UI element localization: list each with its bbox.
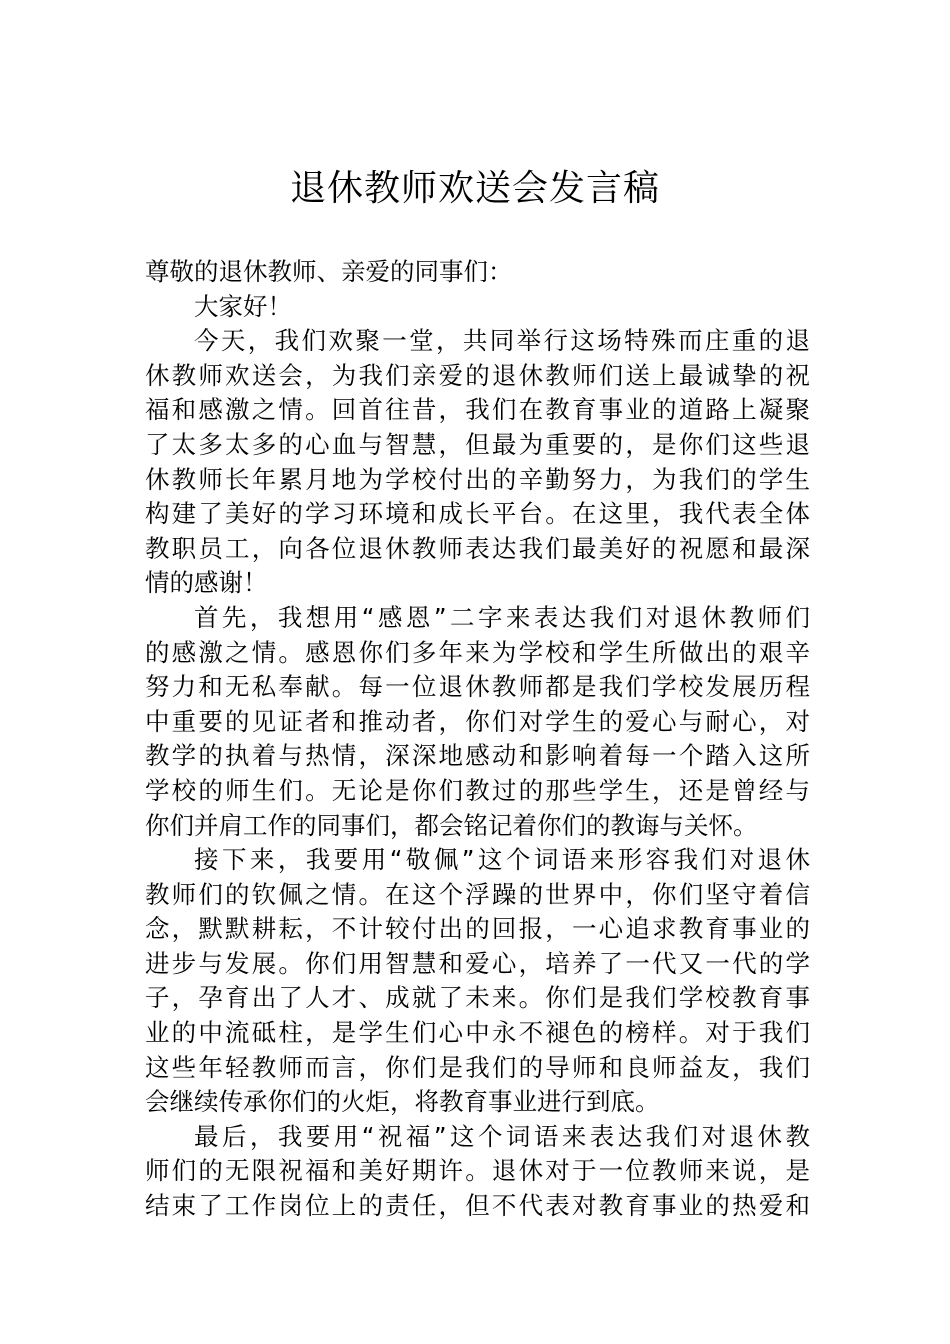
paragraph-line: 业的中流砥柱，是学生们心中永不褪色的榜样。对于我们 <box>145 1018 810 1048</box>
paragraph-line: 休教师长年累月地为学校付出的辛勤努力，为我们的学生 <box>145 464 810 494</box>
greeting: 大家好！ <box>194 291 292 321</box>
paragraph-line: 学校的师生们。无论是你们教过的那些学生，还是曾经与 <box>145 775 810 805</box>
paragraph <box>145 1120 810 1224</box>
paragraph-line: 结束了工作岗位上的责任，但不代表对教育事业的热爱和 <box>145 1191 810 1221</box>
paragraph-line: 中重要的见证者和推动者，你们对学生的爱心与耐心，对 <box>145 706 810 736</box>
paragraph-line: 师们的无限祝福和美好期许。退休对于一位教师来说，是 <box>145 1156 810 1186</box>
paragraph-line: 教学的执着与热情，深深地感动和影响着每一个踏入这所 <box>145 741 810 771</box>
document-title: 退休教师欢送会发言稿 <box>289 168 660 209</box>
salutation: 尊敬的退休教师、亲爱的同事们： <box>145 257 513 286</box>
paragraph-line: 念，默默耕耘，不计较付出的回报，一心追求教育事业的 <box>145 914 810 944</box>
paragraph-line: 你们并肩工作的同事们，都会铭记着你们的教诲与关怀。 <box>145 810 758 840</box>
paragraph-line: 首先，我想用“感恩”二字来表达我们对退休教师们 <box>194 602 810 632</box>
paragraph-line: 了太多太多的心血与智慧，但最为重要的，是你们这些退 <box>145 429 810 459</box>
paragraph-line: 构建了美好的学习环境和成长平台。在这里，我代表全体 <box>145 499 810 529</box>
paragraph-line: 进步与发展。你们用智慧和爱心，培养了一代又一代的学 <box>145 948 810 978</box>
paragraph-line: 福和感激之情。回首往昔，我们在教育事业的道路上凝聚 <box>145 395 810 425</box>
paragraph-line: 情的感谢！ <box>145 568 268 598</box>
paragraph <box>145 843 810 1120</box>
paragraph-line: 教师们的钦佩之情。在这个浮躁的世界中，你们坚守着信 <box>145 879 810 909</box>
paragraph-line: 这些年轻教师而言，你们是我们的导师和良师益友，我们 <box>145 1052 810 1082</box>
paragraph-line: 努力和无私奉献。每一位退休教师都是我们学校发展历程 <box>145 672 810 702</box>
paragraph-line: 最后，我要用“祝福”这个词语来表达我们对退休教 <box>194 1121 810 1151</box>
paragraph-line: 子，孕育出了人才、成就了未来。你们是我们学校教育事 <box>145 983 810 1013</box>
paragraph-line: 接下来，我要用“敬佩”这个词语来形容我们对退休 <box>194 845 810 875</box>
paragraph-line: 教职员工，向各位退休教师表达我们最美好的祝愿和最深 <box>145 533 810 563</box>
paragraph-line: 会继续传承你们的火炬，将教育事业进行到底。 <box>145 1087 660 1117</box>
paragraph <box>145 324 810 601</box>
paragraph-line: 的感激之情。感恩你们多年来为学校和学生所做出的艰辛 <box>145 637 810 667</box>
document-body <box>145 255 810 1224</box>
paragraph-line: 今天，我们欢聚一堂，共同举行这场特殊而庄重的退 <box>194 326 810 356</box>
paragraph-line: 休教师欢送会，为我们亲爱的退休教师们送上最诚挚的祝 <box>145 360 810 390</box>
paragraph <box>145 601 810 843</box>
